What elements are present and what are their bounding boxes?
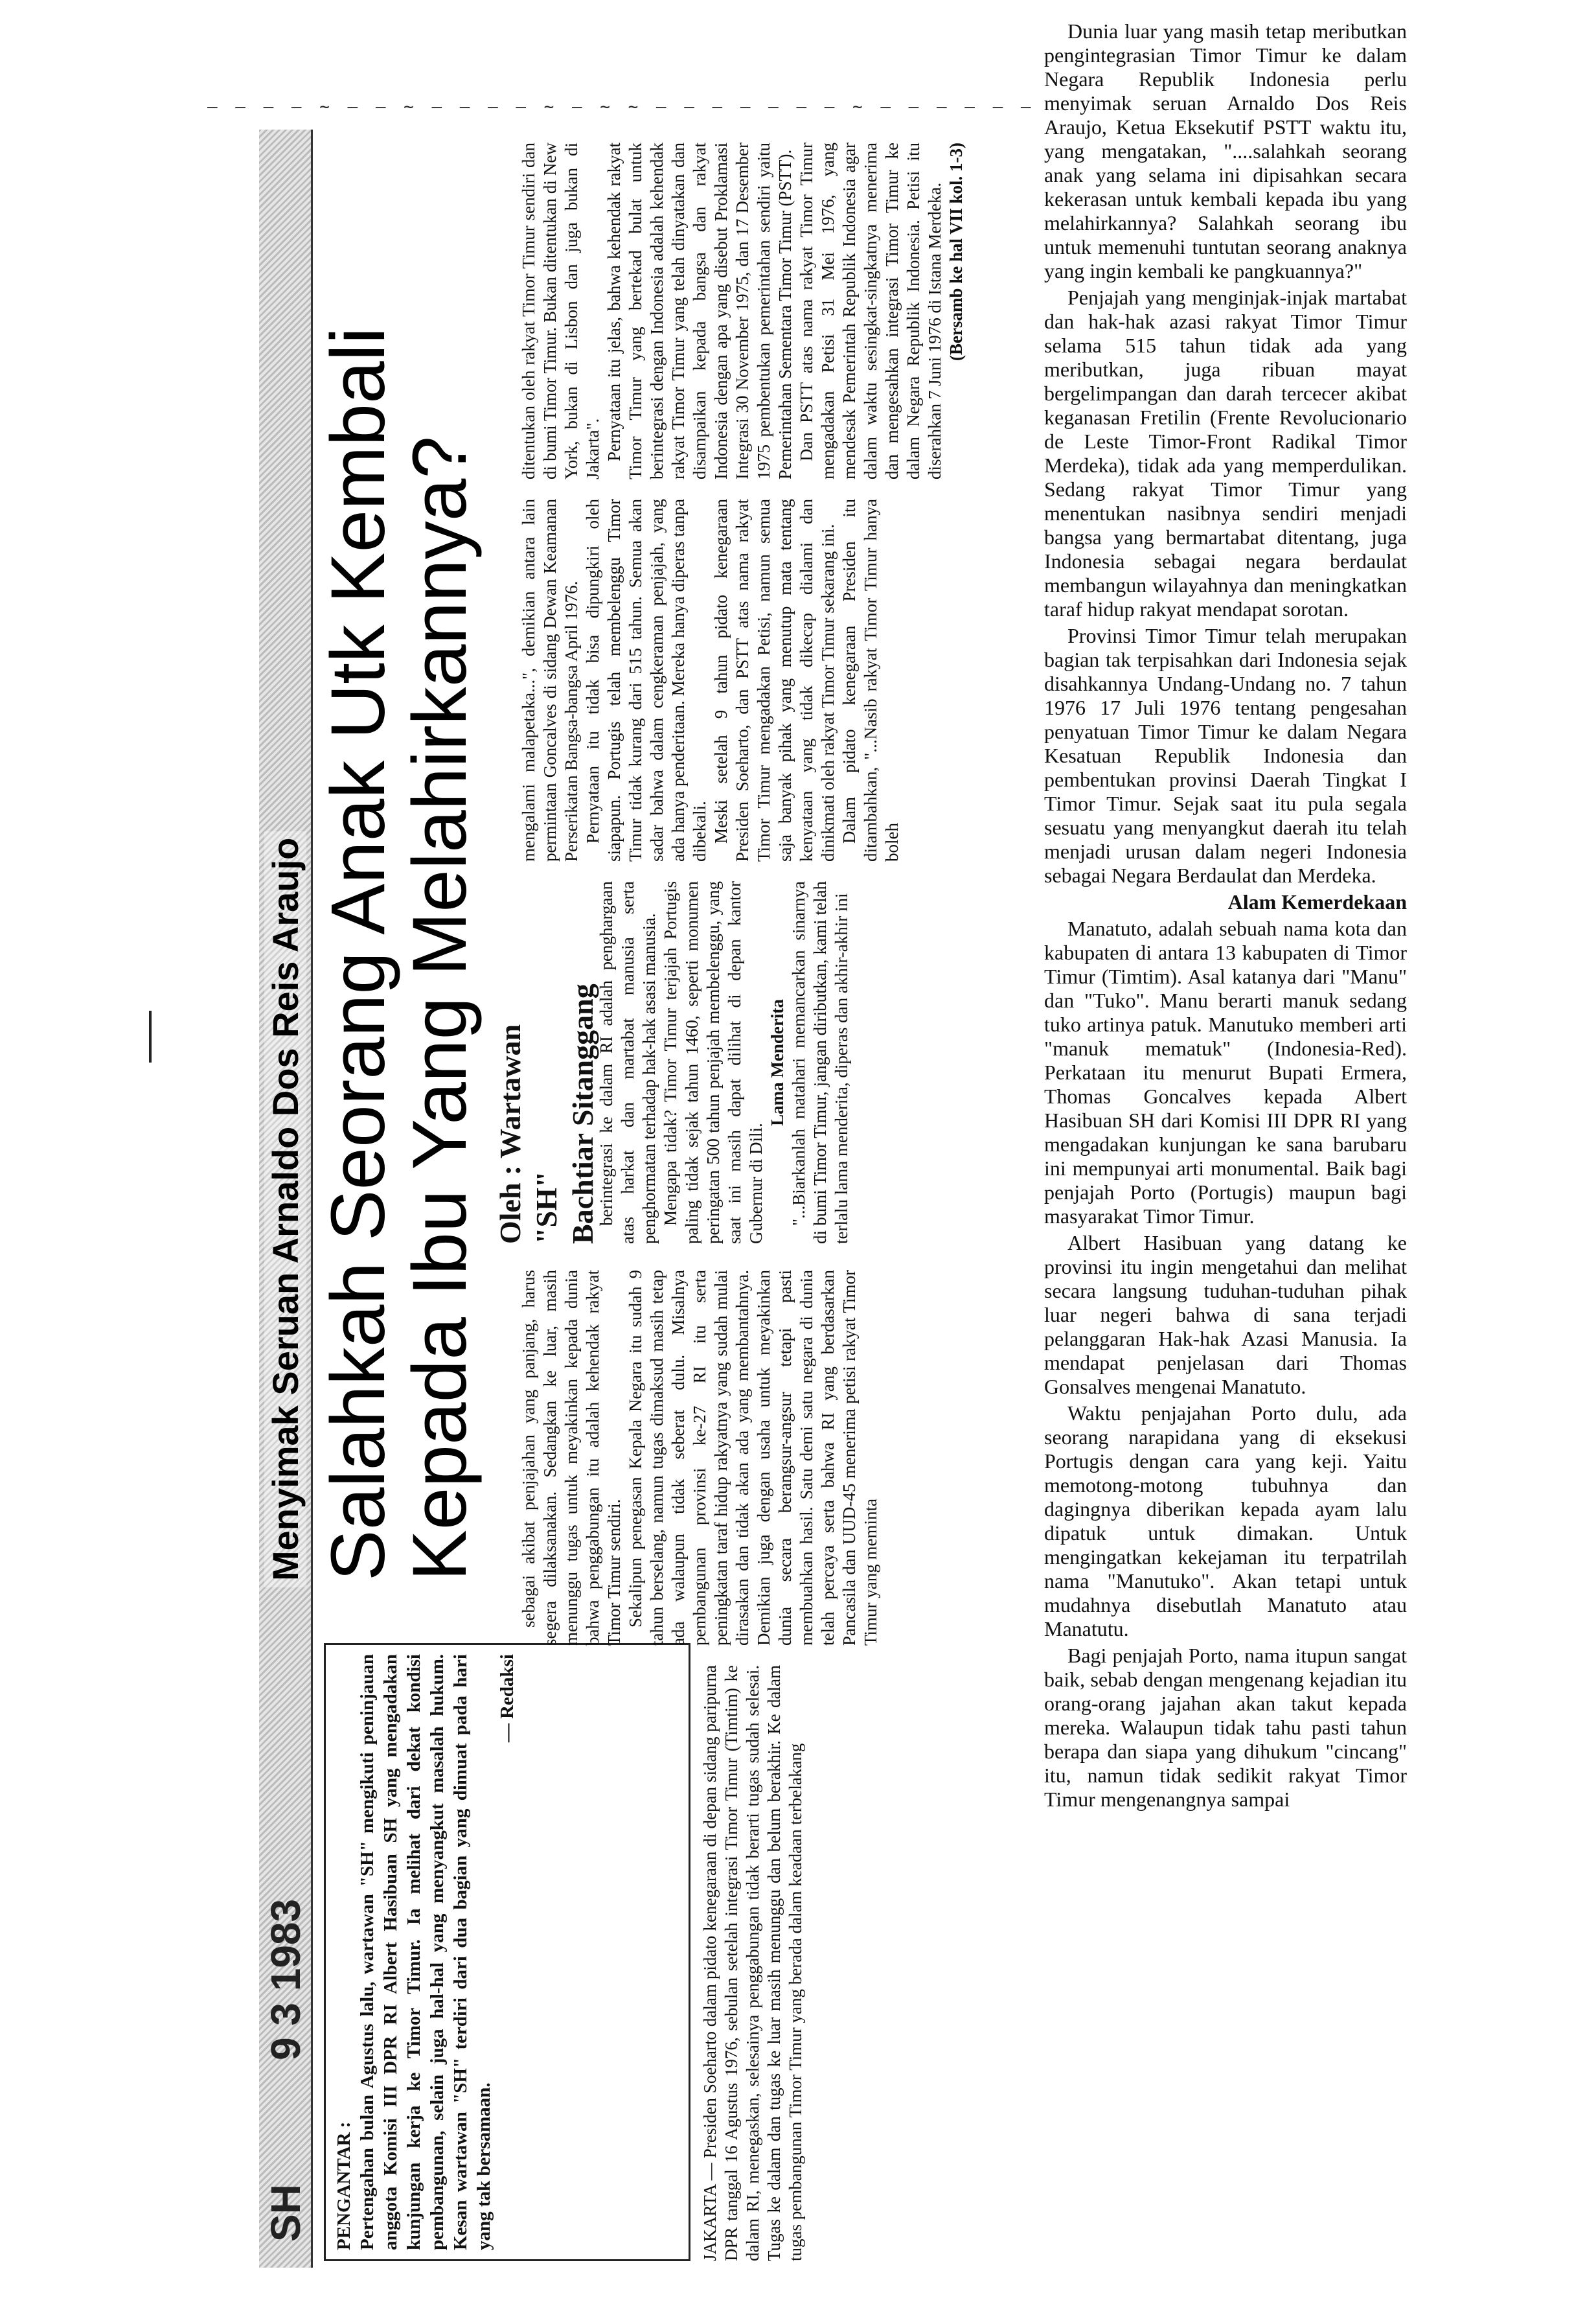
continued-note: (Bersamb ke hal VII kol. 1-3): [946, 143, 966, 362]
subheading: Lama Menderita: [768, 999, 787, 1126]
paragraph: Bagi penjajah Porto, nama itupun sangat baik, sebab dengan mengenang kejadian itu orang-orang jajahan akan takut kepada mereka. Walaupun tidak tahu pasti tahun berapa dan siapa yang dihukum "cincang" itu, namun tidak sedikit rakyat Timor Timur mengenangnya sampai: [1044, 1644, 1407, 1811]
intro-text: Pertengahan bulan Agustus lalu, wartawan "SH" mengikuti peninjauan anggota Komisi III DPR RI Albert Hasibuan SH yang mengadakan kunjungan kerja ke Timor Timur. Ia melihat dari dekat kondisi pembangunan, selain juga hal-hal yang menyangkut masalah hukum. Kesan wartawan "SH" terdiri dari dua bagian yang dimuat pada hari yang tak bersamaan.: [357, 1654, 494, 2250]
paragraph: Sekalipun penegasan Kepala Negara itu sudah 9 tahun berselang, namun tugas dimaksud masih tetap ada walaupun tidak seberat dulu. Misalnya pembangunan provinsi ke-27 RI itu serta peningkatan taraf hidup rakyatnya yang sudah mulai dirasakan dan tidak akan ada yang membantahnya. Demikian juga dengan usaha untuk meyakinkan dunia secara berangsur-angsur tetapi pasti membuahkan hasil. Satu demi satu negara di dunia telah percaya serta bahwa RI yang berdasarkan Pancasila dan UUD-45 menerima petisi rakyat Timor Timur yang meminta: [626, 1270, 880, 1646]
paragraph: berintegrasi ke dalam RI adalah penghargaan atas harkat dan martabat manusia serta penghormatan terhadap hak-hak asasi manusia.: [597, 881, 659, 1244]
column-3: [596, 881, 972, 1244]
intro-signoff: — Redaksi: [497, 1654, 518, 1743]
column-1: [700, 1665, 972, 2261]
paragraph: Dan PSTT atas nama rakyat Timor Timur mengadakan Petisi 31 Mei 1976, yang mendesak Pemerintah Republik Indonesia agar dalam waktu sesingkat-singkatnya menerima dan mengesahkan integrasi Timor Timur ke dalam Negara Republik Indonesia. Petisi itu diserahkan 7 Juni 1976 di Istana Merdeka.: [797, 143, 944, 479]
continuation-column: [1044, 19, 1407, 1814]
paragraph: sebagai akibat penjajahan yang panjang, harus segera dilaksanakan. Sedangkan ke luar, masih menunggu tugas untuk meyakinkan kepada dunia bahwa penggabungan itu adalah kehendak rakyat Timor Timur sendiri.: [519, 1270, 624, 1646]
paragraph: JAKARTA — Presiden Soeharto dalam pidato kenegaraan di depan sidang paripurna DPR tanggal 16 Agustus 1976, sebulan setelah integrasi Timor Timur (Timtim) ke dalam RI, menegaskan, selesainya penggabungan tidak berarti tugas sudah selesai. Tugas ke dalam dan tugas ke luar masih menunggu dan belum berakhir. Ke dalam tugas pembangunan Timor Timur yang berada dalam keadaan terbelakang: [700, 1665, 805, 2261]
subheading: Alam Kemerdekaan: [1227, 890, 1407, 914]
rotated-article: [259, 130, 998, 2268]
kicker-banner: [259, 130, 313, 2268]
paragraph: Pernyataan itu tidak bisa dipungkiri oleh siapapun. Portugis telah membelenggu Timor Timur tidak kurang dari 515 tahun. Semua akan sadar bahwa dalam cengkeraman penjajah, yang ada hanya penderitaan. Mereka hanya diperas tanpa dibekali.: [583, 499, 709, 862]
paragraph: Manatuto, adalah sebuah nama kota dan kabupaten di antara 13 kabupaten di Timor Timur (Timtim). Asal katanya dari "Manu" dan "Tuko". Manu berarti manuk sedang tuko artinya patuk. Manutuko memberi arti "manuk mematuk" (Indonesia-Red). Perkataan itu menurut Bupati Ermera, Thomas Goncalves kepada Albert Hasibuan SH dari Komisi III DPR RI yang mengadakan kunjungan ke sana barubaru ini mempunyai arti monumental. Baik bagi penjajah Porto (Portugis) maupun bagi masyarakat Timor Timur.: [1044, 917, 1407, 1228]
paper-mark: SH: [262, 2184, 309, 2242]
paragraph: Waktu penjajahan Porto dulu, ada seorang narapidana yang di eksekusi Portugis dengan cara yang keji. Yaitu memotong-motong tubuhnya dan dagingnya diberikan kepada ayam lalu dipatuk untuk dimakan. Untuk mengingatkan kekejaman itu terpatrilah nama "Manutuko". Akan tetapi untuk mudahnya disebutlah Manatuto atau Manatutu.: [1044, 1401, 1407, 1640]
byline: [492, 946, 601, 1244]
scan-dash-row: — — — — ~ — — ~ — — — — ~ — ~ ~ — — — — — — — ~ — — — — — —: [207, 97, 1035, 117]
column-5: [518, 143, 972, 479]
headline-line-1: Salahkah Seorang Anak Utk Kembali: [315, 327, 401, 1581]
paragraph: mengalami malapetaka...", demikian antara lain permintaan Goncalves di sidang Dewan Keamanan Perserikatan Bangsa-bangsa April 1976.: [519, 499, 581, 862]
article-body: [259, 130, 998, 2268]
paragraph: Dunia luar yang masih tetap meributkan pengintegrasian Timor Timur ke dalam Negara Republik Indonesia perlu menyimak seruan Arnaldo Dos Reis Araujo, Ketua Eksekutif PSTT waktu itu, yang mengatakan, "....salahkah seorang anak yang selama ini dipisahkan secara kekerasan untuk kembali kepada ibu yang melahirkannya? Salahkah seorang ibu untuk memenuhi tuntutan seorang anaknya yang ingin kembali ke pangkuannya?": [1044, 19, 1407, 282]
date-mark: 9 3 1983: [262, 1898, 309, 2060]
byline-name: Bachtiar Sitanggang: [566, 984, 599, 1244]
paragraph: "...Biarkanlah matahari memancarkan sinarnya di bumi Timor Timur, jangan diributkan, kami telah terlalu lama menderita, diperas dan akhir-akhir ini: [789, 881, 851, 1244]
paragraph: Albert Hasibuan yang datang ke provinsi itu ingin mengetahui dan melihat secara langsung tuduhan-tuduhan pihak luar negeri bahwa di sana terjadi pelanggaran Hak-hak Azasi Manusia. Ia mendapat penjelasan dari Thomas Gonsalves mengenai Manatuto.: [1044, 1231, 1407, 1398]
paragraph: Penjajah yang menginjak-injak martabat dan hak-hak azasi rakyat Timor Timur selama 515 tahun tidak ada yang meributkan, juga ribuan mayat bergelimpangan dan darah tercecer akibat keganasan Fretilin (Frente Revolucionario de Leste Timor-Front Radikal Timor Merdeka), tidak ada yang memperdulikan. Sedang rakyat Timor Timur yang menentukan nasibnya sendiri menjadi bangsa yang bermartabat ditentang, juga Indonesia sebagai negara berdaulat membangun wilayahnya dan meningkatkan taraf hidup rakyat mendapat sorotan.: [1044, 286, 1407, 621]
byline-author: Oleh : Wartawan "SH": [494, 1024, 563, 1244]
column-4: [518, 499, 972, 862]
paragraph: Mengapa tidak? Timor Timur terjajah Portugis paling tidak sejak tahun 1460, seperti monumen peringatan 500 tahun penjajah membelenggu, yang saat ini masih dapat dilihat di depan kantor Gubernur di Dili.: [661, 881, 766, 1244]
paragraph: Meski setelah 9 tahun pidato kenegaraan Presiden Soeharto, dan PSTT atas nama rakyat Timor Timur mengadakan Petisi, namun semua saja banyak pihak yang menutup mata tentang kenyataan yang tidak dikecap dialami dan dinikmati oleh rakyat Timor Timur sekarang ini.: [711, 499, 838, 862]
paragraph: Provinsi Timor Timur telah merupakan bagian tak terpisahkan dari Indonesia sejak disahkannya Undang-Undang no. 7 tahun 1976 17 Juli 1976 tentang pengesahan penyatuan Timor Timur ke dalam Negara Kesatuan Republik Indonesia dan pembentukan provinsi Daerah Tingkat I Timor Timur. Sejak saat itu pula segala sesuatu yang menyangkut daerah itu telah menjadi urusan dalam negeri Indonesia sebagai Negara Berdaulat dan Merdeka.: [1044, 624, 1407, 887]
article-kicker: Menyimak Seruan Arnaldo Dos Reis Araujo: [264, 831, 306, 1587]
article-headline: [317, 155, 481, 1581]
intro-box: [324, 1643, 690, 2261]
paragraph: Dalam pidato kenegaraan Presiden itu ditambahkan, "...Nasib rakyat Timor Timur hanya boleh: [839, 499, 902, 862]
paragraph: ditentukan oleh rakyat Timor Timur sendiri dan di bumi Timor Timur. Bukan ditentukan di New York, bukan di Lisbon dan juga bukan di Jakarta".: [519, 143, 602, 479]
paragraph: Pernyataan itu jelas, bahwa kehendak rakyat Timor Timur yang bertekad bulat untuk berintegrasi dengan Indonesia adalah kehendak rakyat Timor Timur yang telah dinyatakan dan disampaikan kepada bangsa dan rakyat Indonesia dengan apa yang disebut Proklamasi Integrasi 30 November 1975, dan 17 Desember 1975 pembentukan pemerintahan sendiri yaitu Pemerintahan Sementara Timor Timur (PSTT).: [604, 143, 795, 479]
column-2: [518, 1270, 972, 1646]
intro-label: PENGANTAR :: [334, 2121, 354, 2250]
headline-line-2: Kepada Ibu Yang Melahirkannya?: [397, 436, 483, 1581]
scan-edge-mark: [149, 1011, 152, 1063]
